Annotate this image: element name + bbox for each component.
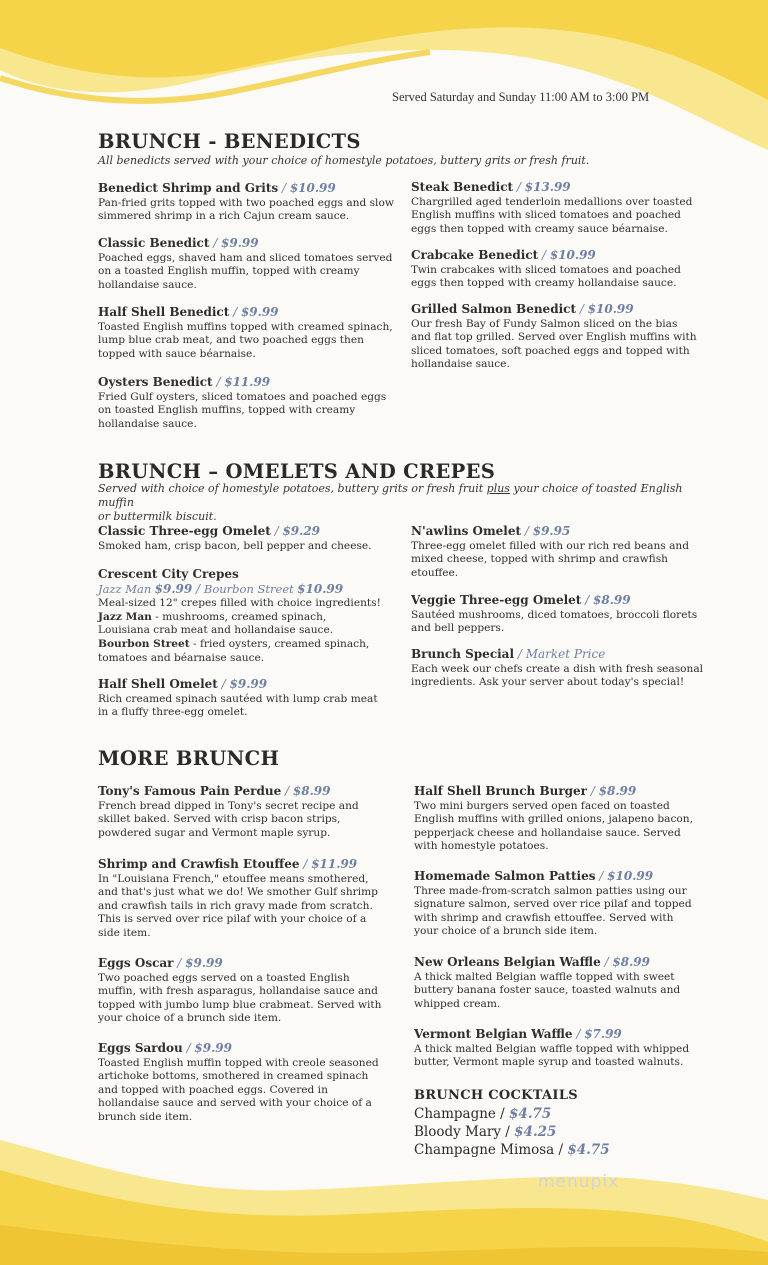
cocktail-item: Champagne Mimosa / $4.75	[414, 1142, 610, 1158]
section-title-benedicts: BRUNCH - BENEDICTS	[98, 130, 361, 153]
menu-item-crescent-city-crepes: Crescent City Crepes Jazz Man $9.99 / Bourbon Street $10.99 Meal-sized 12" crepes filled with choice ingredients! Jazz Man - mushrooms, creamed spinach, Louisiana crab meat and hollandaise sauce. Bourbon Street - fried oysters, creamed spinach, tomatoes and béarnaise sauce.	[98, 567, 381, 664]
menu-item-nawlins-omelet: N'awlins Omelet / $9.95 Three-egg omelet filled with our rich red beans and mixed cheese, topped with shrimp and crawfish etouffee.	[411, 524, 690, 579]
menu-item-classic-omelet: Classic Three-egg Omelet / $9.29 Smoked ham, crisp bacon, bell pepper and cheese.	[98, 524, 372, 552]
section-title-more-brunch: MORE BRUNCH	[98, 747, 280, 770]
menu-item-brunch-special: Brunch Special / Market Price Each week our chefs create a dish with fresh seasonal ingredients. Ask your server about today's special!	[411, 647, 704, 689]
menu-item-half-shell-benedict: Half Shell Benedict / $9.99 Toasted English muffins topped with creamed spinach, lump blue crab meat, and two poached eggs then topped with sauce béarnaise.	[98, 305, 393, 360]
menu-item-half-shell-omelet: Half Shell Omelet / $9.99 Rich creamed spinach sautéed with lump crab meat in a fluffy three-egg omelet.	[98, 677, 378, 719]
menu-item-pain-perdue: Tony's Famous Pain Perdue / $8.99 French bread dipped in Tony's secret recipe and skillet baked. Served with crisp bacon strips, powdered sugar and Vermont maple syrup.	[98, 784, 359, 839]
menu-item-eggs-oscar: Eggs Oscar / $9.99 Two poached eggs served on a toasted English muffin, with fresh asparagus, hollandaise sauce and topped with jumbo lump blue crabmeat. Served with your choice of a brunch side item.	[98, 956, 382, 1025]
menu-item-classic-benedict: Classic Benedict / $9.99 Poached eggs, shaved ham and sliced tomatoes served on a toasted English muffin, topped with creamy hollandaise sauce.	[98, 236, 393, 291]
menu-item-veggie-omelet: Veggie Three-egg Omelet / $8.99 Sautéed mushrooms, diced tomatoes, broccoli florets and bell peppers.	[411, 593, 698, 635]
watermark: menupix	[538, 1172, 620, 1192]
menu-item-eggs-sardou: Eggs Sardou / $9.99 Toasted English muffin topped with creole seasoned artichoke bottoms, smothered in creamed spinach and topped with poached eggs. Covered in hollandaise sauce and served with your choice of a brunch side item.	[98, 1041, 379, 1123]
omelets-note: Served with choice of homestyle potatoes, buttery grits or fresh fruit plus your choice of toasted English muffin or buttermilk biscuit.	[98, 482, 683, 523]
menu-item-benedict-shrimp-grits: Benedict Shrimp and Grits / $10.99 Pan-fried grits topped with two poached eggs and slow simmered shrimp in a rich Cajun cream sauce.	[98, 181, 394, 223]
menu-item-crabcake-benedict: Crabcake Benedict / $10.99 Twin crabcakes with sliced tomatoes and poached eggs then topped with creamy hollandaise sauce.	[411, 248, 681, 290]
menu-item-grilled-salmon-benedict: Grilled Salmon Benedict / $10.99 Our fresh Bay of Fundy Salmon sliced on the bias and flat top grilled. Served over English muffins with sliced tomatoes, soft poached eggs and topped with hollandaise sauce.	[411, 302, 697, 371]
menu-item-steak-benedict: Steak Benedict / $13.99 Chargrilled aged tenderloin medallions over toasted English muffins with sliced tomatoes and poached eggs then topped with creamy sauce béarnaise.	[411, 180, 693, 235]
menu-item-half-shell-brunch-burger: Half Shell Brunch Burger / $8.99 Two mini burgers served open faced on toasted English muffins with grilled onions, jalapeno bacon, pepperjack cheese and hollandaise sauce. Served with homestyle potatoes.	[414, 784, 693, 853]
menu-item-homemade-salmon-patties: Homemade Salmon Patties / $10.99 Three made-from-scratch salmon patties using our signature salmon, served over rice pilaf and topped with shrimp and crawfish ettouffee. Served with your choice of a brunch side item.	[414, 869, 692, 938]
cocktail-item: Champagne / $4.75	[414, 1106, 552, 1122]
cocktail-item: Bloody Mary / $4.25	[414, 1124, 557, 1140]
menu-item-oysters-benedict: Oysters Benedict / $11.99 Fried Gulf oysters, sliced tomatoes and poached eggs on toasted English muffins, topped with creamy hollandaise sauce.	[98, 375, 387, 430]
menu-item-new-orleans-belgian-waffle: New Orleans Belgian Waffle / $8.99 A thick malted Belgian waffle topped with sweet buttery banana foster sauce, toasted walnuts and whipped cream.	[414, 955, 681, 1010]
menu-item-shrimp-crawfish-etouffee: Shrimp and Crawfish Etouffee / $11.99 In "Louisiana French," etouffee means smothered, and that's just what we do! We smother Gulf shrimp and crawfish tails in rich gravy made from scratch. This is served over rice pilaf with your choice of a side item.	[98, 857, 378, 939]
section-title-omelets-crepes: BRUNCH – OMELETS AND CREPES	[98, 460, 496, 483]
menu-item-vermont-belgian-waffle: Vermont Belgian Waffle / $7.99 A thick malted Belgian waffle topped with whipped butter, Vermont maple syrup and toasted walnuts.	[414, 1027, 690, 1069]
cocktails-title: BRUNCH COCKTAILS	[414, 1088, 578, 1103]
benedicts-note: All benedicts served with your choice of homestyle potatoes, buttery grits or fresh fruit.	[98, 154, 590, 167]
served-hours: Served Saturday and Sunday 11:00 AM to 3:00 PM	[392, 90, 650, 104]
